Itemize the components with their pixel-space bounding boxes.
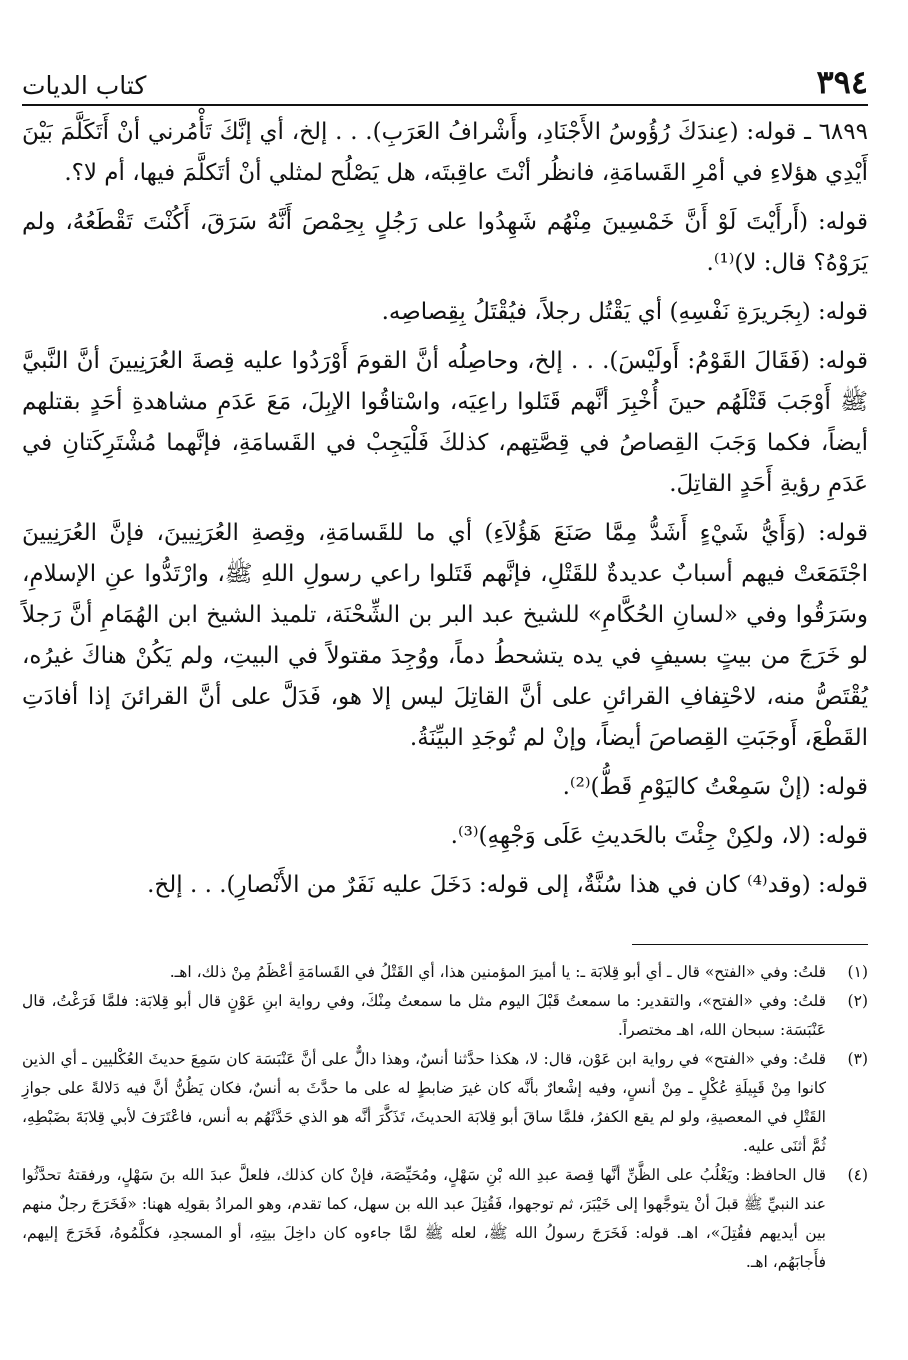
footnote-text: قلتُ: وفي «الفتح»، والتقدير: ما سمعتُ قَبْلَ اليوم مثل ما سمعتُ مِنْكَ، وفي رواية ابنِ عَوْنٍ قال أبو قِلابَة: فلمَّا فَرَغْتُ، قال عَنْبَسَة: سبحان الله، اهـ مختصراً. [22,992,826,1039]
paragraph: قوله: (لا، ولكِنْ جِئْتَ بالحَديثِ عَلَى وَجْهِهِ)⁽³⁾. [450,823,868,849]
footnote-separator [632,944,868,945]
footnote [22,987,868,1045]
paragraph: قوله: (أَرأَيْتَ لَوْ أَنَّ خَمْسِينَ مِنْهُم شَهِدُوا على رَجُلٍ بِحِمْصَ أَنَّهُ سَرَقَ، أَكُنْتَ تَقْطَعُهُ، ولم يَرَوْهُ؟ قال: لا)⁽¹⁾. [22,209,868,276]
paragraph: ٦٨٩٩ ـ قوله: (عِندَكَ رُؤُوسُ الأَجْنَادِ، وأَشْرافُ العَرَبِ). . . إلخ، أي إنَّكَ تَأْمُرني أنْ أَتَكَلَّمَ بَيْنَ أَيْدِي هؤلاءِ في أمْرِ القَسامَةِ، فانظُر أنْتَ عاقِبتَه، هل يَصْلُح لمثلي أنْ أتَكلَّمَ فيها، أم لا؟. [22,119,868,186]
paragraph: قوله: (وَأَيُّ شَيْءٍ أَشَدُّ مِمَّا صَنَعَ هَؤُلاَءِ) أي ما للقَسامَةِ، وقِصةِ العُرَنِيينَ، فإنَّ العُرَنِيينَ اجْتَمَعَتْ فيهم أسبابٌ عديدةٌ للقَتْلِ، فإنَّهم قَتَلوا راعي رسولِ اللهِ ﷺ، وارْتَدُّوا عنِ الإسلامِ، وسَرَقُوا وفي «لسانِ الحُكَّامِ» للشيخ عبد البر بن الشِّحْنَة، تلميذ الشيخ ابن الهُمَامِ أنَّ رَجلاً لو خَرَجَ من بيتٍ بسيفٍ في يده يتشحطُ دماً، ووُجِدَ مقتولاً في البيتِ، ولم يَكُنْ هناكَ غيرُه، يُقْتَصُّ منه، لاحْتِفافِ القرائنِ على أنَّ القاتِلَ ليس إلا هو، فَدَلَّ على أنَّ القرائنَ إذا أفادَتِ القَطْعَ، أَوجَبَتِ القِصاصَ أيضاً، وإنْ لم تُوجَدِ البيِّنَةُ. [22,520,868,751]
paragraph: قوله: (بِجَريرَةِ نَفْسِهِ) أي يَقْتُل رجلاً، فيُقْتَلُ بِقِصاصِه. [381,299,868,325]
footnotes [22,958,868,1277]
footnote [22,1045,868,1161]
paragraph: قوله: (فَقَالَ القَوْمُ: أَولَيْسَ). . . إلخ، وحاصِلُه أنَّ القومَ أَوْرَدُوا عليه قِصةَ العُرَنِيينَ أنَّ النَّبيَّ ﷺ أَوْجَبَ قَتْلَهُم حينَ أُخْبِرَ أنَّهم قَتَلوا راعِيَه، واسْتاقُوا الإبِلَ، مَعَ عَدَمِ مشاهدةِ أحَدٍ بقتلهم أيضاً، فكما وَجَبَ القِصاصُ في قِصَّتِهم، كذلكَ فَلْيَجِبْ في القَسامَةِ، فإنَّهما مُشْتَرِكَتانِ في عَدَمِ رؤيةِ أَحَدٍ القاتِلَ. [22,348,868,497]
footnote-text: قلتُ: وفي «الفتح» قال ـ أي أبو قِلابَة ـ: يا أميرَ المؤمنين هذا، أي القَتْلُ في القَسامَةِ أعْظَمُ مِنْ ذلك، اهـ. [169,963,826,981]
page-number: ٣٩٤ [816,63,868,101]
paragraph: قوله: (وقد⁽⁴⁾ كان في هذا سُنَّةٌ، إلى قوله: دَخَلَ عليه نَفَرٌ من الأَنْصارِ). . . إلخ. [147,872,868,898]
running-title: كتاب الديات [22,71,147,100]
footnote-number: (٣) [847,1050,868,1068]
footnote-text: قلتُ: وفي «الفتح» في رواية ابن عَوْن، قال: لا، هكذا حدَّثنا أنسٌ، وهذا دالٌّ على أنَّ عَنْبَسَة كان سَمِعَ حديثَ العُكْليين ـ أي الذين كانوا مِنْ قَبِيلَةِ عُكْلٍ ـ مِنْ أنسٍ، وفيه إشْعارٌ بأنَّه كان غيرَ ضابطٍ له على ما حدَّثَ به أنسٌ، فكان يَظُنُّ أنَّ فيه دَلالةً على جوازِ القَتْلِ في المعصيةِ، ولو لم يقع الكفرُ، فلمَّا ساقَ أبو قِلابَة الحديثَ، تَذَكَّرَ أنَّه هو الذي حَدَّثَهُم به أنس، فاعْتَرَفَ لأبي قِلابَةَ بضَبْطِهِ، ثُمَّ أثنَى عليه. [22,1050,826,1155]
footnote-number: (٢) [847,992,868,1010]
footnote-text: قال الحافظ: ويَغْلُبُ على الظَّنِّ أنَّها قِصة عبدِ الله بْنِ سَهْلٍ، ومُحَيِّصَة، فإنْ كان كذلك، فلعلَّ عبدَ الله بنَ سَهْلٍ، ورفقتهُ تحدَّثُوا عند النبيِّ ﷺ قبلَ أنْ يتوجَّهوا إلى خَيْبَرَ، ثم توجهوا، فَقُتِلَ عبد الله بن سهل، كما تقدم، وهو المرادُ بقولِه ههنا: «فَخَرَجَ رجلٌ منهم بين أيديهم فقُتِلَ»، اهـ. قوله: فَخَرَجَ رسولُ الله ﷺ، لعله ﷺ لمَّا جاءوه كان داخِلَ بيتِهِ، أو المسجدِ، فكلَّمُوهُ، فَخَرَجَ إليهم، فأَجابَهُم، اهـ. [22,1166,826,1271]
footnote [22,1161,868,1277]
main-text [22,112,868,914]
page-header [22,52,868,106]
footnote-number: (١) [847,963,868,981]
footnote [22,958,868,987]
paragraph: قوله: (إنْ سَمِعْتُ كاليَوْمِ قَطُّ)⁽²⁾. [562,774,868,800]
footnote-number: (٤) [847,1166,868,1184]
